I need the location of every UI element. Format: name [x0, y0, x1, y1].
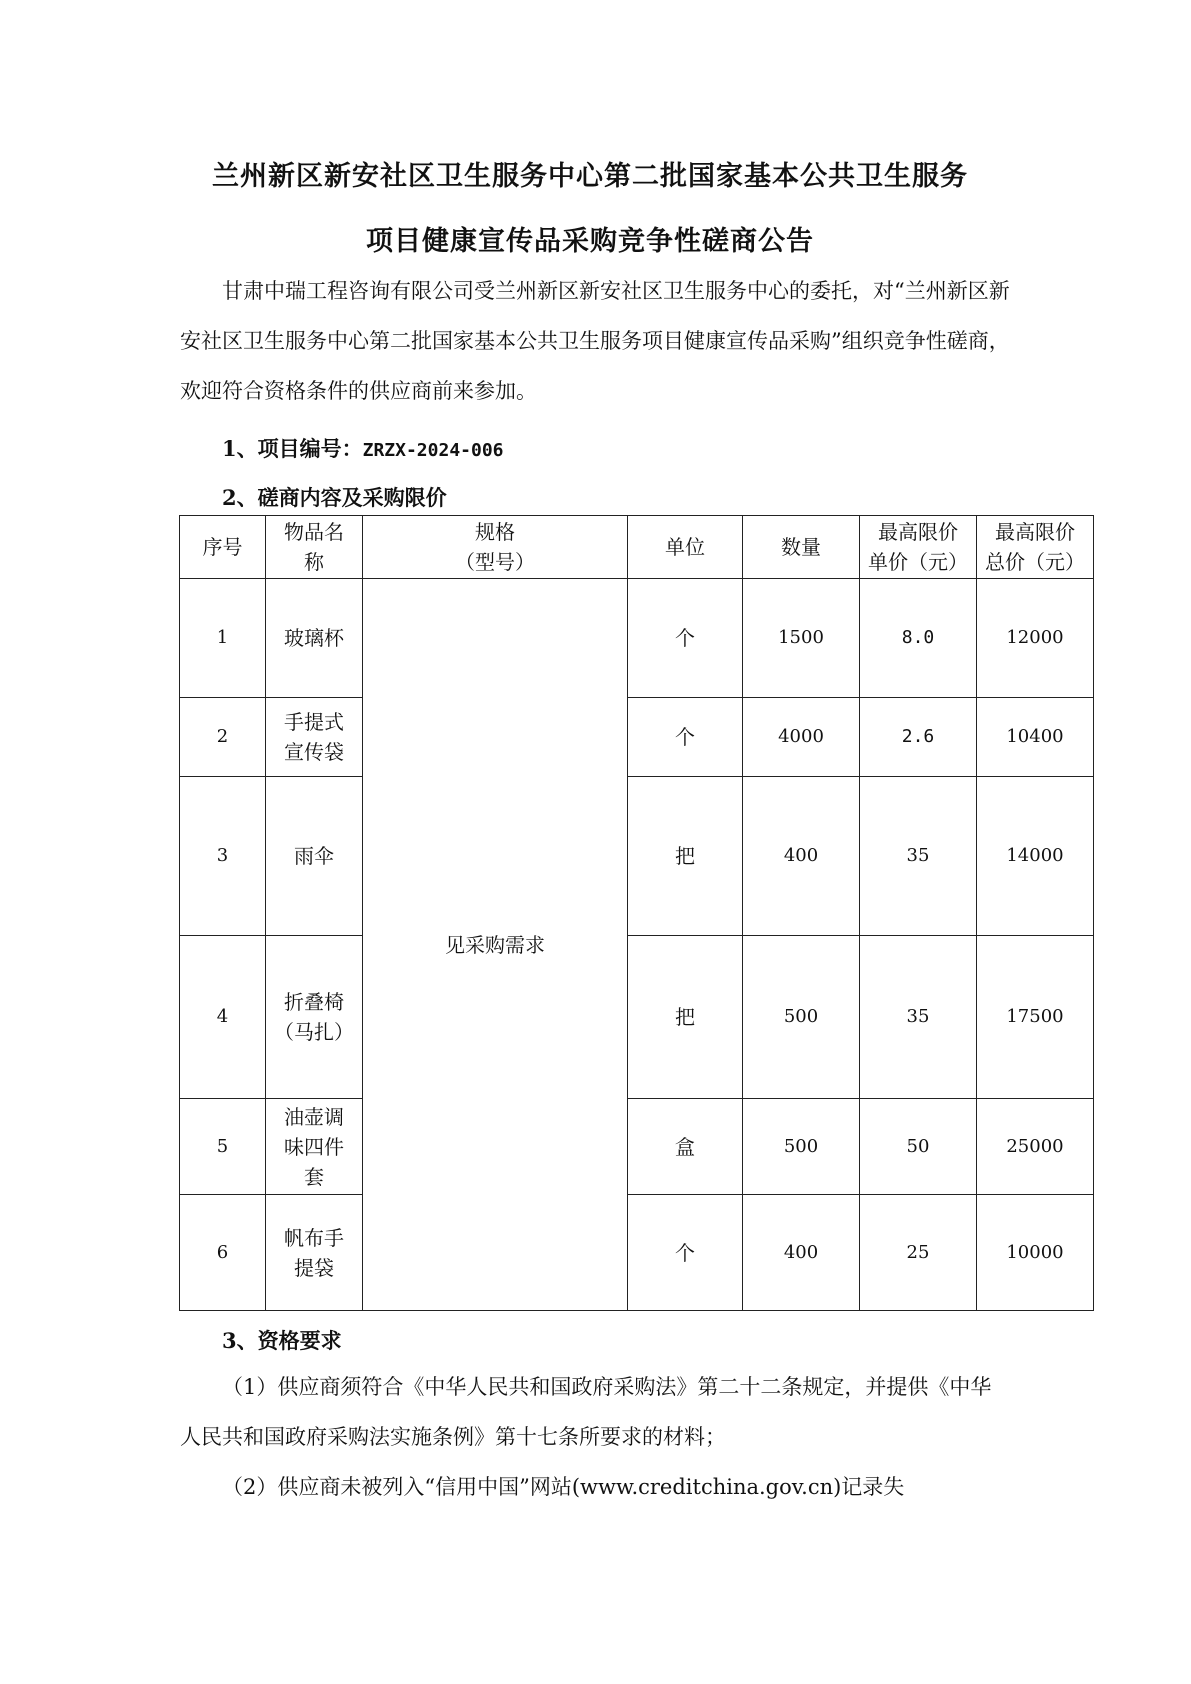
- cell-seq: 5: [180, 1099, 266, 1195]
- cell-unit-price: 8.0: [860, 579, 977, 698]
- header-unit-price: 最高限价 单价（元）: [860, 516, 977, 579]
- doc-title-line2: 项目健康宣传品采购竞争性磋商公告: [366, 226, 814, 257]
- table-row: [180, 579, 1094, 698]
- cell-name: 折叠椅 （马扎）: [266, 936, 363, 1099]
- cell-spec-merged: 见采购需求: [363, 579, 628, 1311]
- cell-unit: 盒: [628, 1099, 743, 1195]
- qualification-items: [180, 1362, 1010, 1512]
- cell-qty: 400: [743, 1195, 860, 1311]
- cell-name: 油壶调 味四件 套: [266, 1099, 363, 1195]
- cell-seq: 1: [180, 579, 266, 698]
- cell-unit: 个: [628, 579, 743, 698]
- procurement-table: [179, 515, 1094, 1311]
- cell-unit: 把: [628, 936, 743, 1099]
- cell-seq: 3: [180, 777, 266, 936]
- cell-qty: 4000: [743, 698, 860, 777]
- intro-text: 甘肃中瑞工程咨询有限公司受兰州新区新安社区卫生服务中心的委托，对“兰州新区新安社区卫生服务中心第二批国家基本公共卫生服务项目健康宣传品采购”组织竞争性磋商，欢迎符合资格条件的供应商前来参加。: [180, 279, 1010, 403]
- qualification-item-1: （1）供应商须符合《中华人民共和国政府采购法》第二十二条规定，并提供《中华人民共和国政府采购法实施条例》第十七条所要求的材料；: [180, 1375, 992, 1449]
- cell-unit: 个: [628, 1195, 743, 1311]
- cell-qty: 500: [743, 936, 860, 1099]
- table-row: [180, 1099, 1094, 1195]
- table-row: [180, 698, 1094, 777]
- cell-name: 手提式 宣传袋: [266, 698, 363, 777]
- cell-name: 帆布手 提袋: [266, 1195, 363, 1311]
- cell-total: 10400: [977, 698, 1094, 777]
- cell-seq: 4: [180, 936, 266, 1099]
- header-seq: 序号: [180, 516, 266, 579]
- header-total-price: 最高限价 总价（元）: [977, 516, 1094, 579]
- header-name: 物品名 称: [266, 516, 363, 579]
- cell-seq: 6: [180, 1195, 266, 1311]
- section-content-heading: 2、磋商内容及采购限价: [222, 485, 447, 510]
- table-row: [180, 1195, 1094, 1311]
- cell-unit-price: 35: [860, 936, 977, 1099]
- table-row: [180, 777, 1094, 936]
- intro-paragraph: [180, 266, 1010, 416]
- cell-unit-price: 35: [860, 777, 977, 936]
- cell-qty: 400: [743, 777, 860, 936]
- cell-unit: 把: [628, 777, 743, 936]
- cell-total: 12000: [977, 579, 1094, 698]
- cell-qty: 500: [743, 1099, 860, 1195]
- cell-seq: 2: [180, 698, 266, 777]
- project-number-label: 1、项目编号：: [222, 436, 363, 461]
- doc-title-line1: 兰州新区新安社区卫生服务中心第二批国家基本公共卫生服务: [212, 161, 968, 192]
- header-spec: 规格 （型号）: [363, 516, 628, 579]
- header-unit: 单位: [628, 516, 743, 579]
- table-header-row: [180, 516, 1094, 579]
- cell-name: 雨伞: [266, 777, 363, 936]
- cell-unit-price: 25: [860, 1195, 977, 1311]
- table-row: [180, 936, 1094, 1099]
- cell-unit-price: 50: [860, 1099, 977, 1195]
- cell-name: 玻璃杯: [266, 579, 363, 698]
- cell-total: 10000: [977, 1195, 1094, 1311]
- cell-unit-price: 2.6: [860, 698, 977, 777]
- cell-unit: 个: [628, 698, 743, 777]
- qualification-item-2: （2）供应商未被列入“信用中国”网站(www.creditchina.gov.cn)记录失: [222, 1475, 905, 1499]
- cell-total: 14000: [977, 777, 1094, 936]
- header-qty: 数量: [743, 516, 860, 579]
- cell-total: 25000: [977, 1099, 1094, 1195]
- section-qualification-heading: 3、资格要求: [222, 1328, 342, 1353]
- project-number-value: ZRZX-2024-006: [362, 440, 504, 461]
- cell-total: 17500: [977, 936, 1094, 1099]
- section-project-number: [222, 433, 504, 463]
- cell-qty: 1500: [743, 579, 860, 698]
